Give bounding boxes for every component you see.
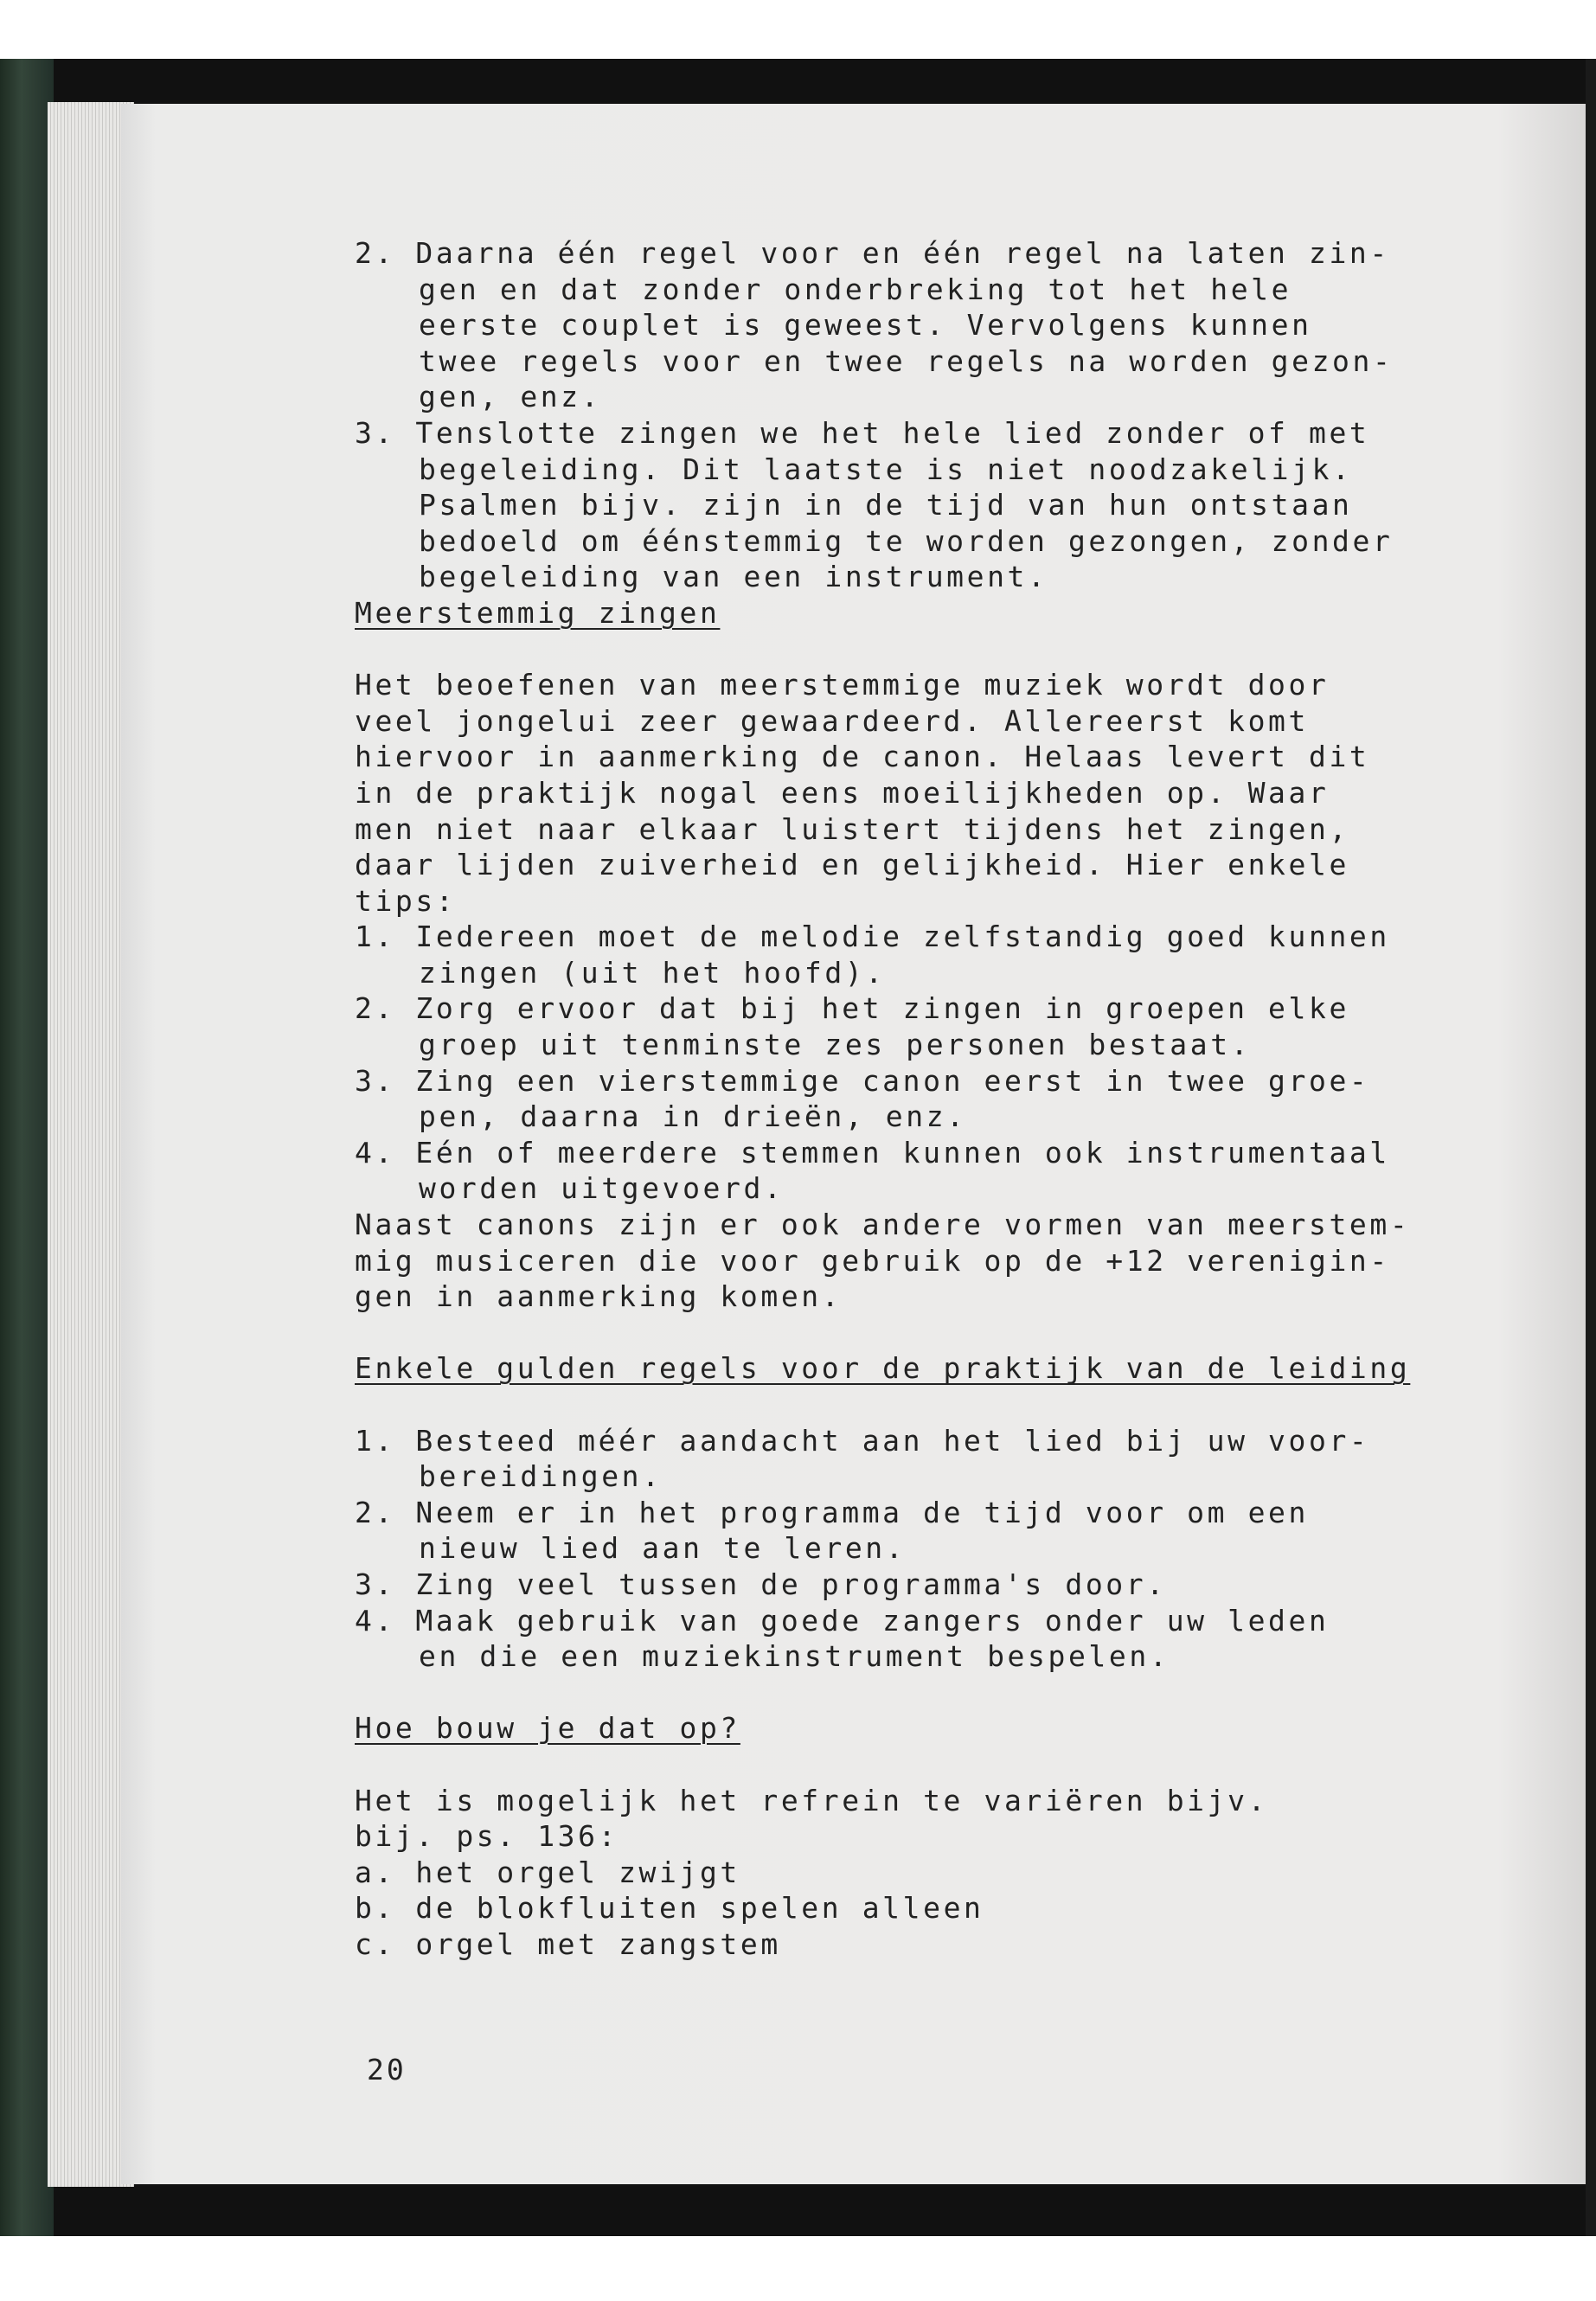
paragraph-line: veel jongelui zeer gewaardeerd. Allereerst komt: [355, 703, 1309, 738]
item-line: begeleiding. Dit laatste is niet noodzakelijk.: [419, 452, 1353, 486]
tip-line: 4. Eén of meerdere stemmen kunnen ook instrumentaal: [355, 1135, 1390, 1170]
rule-line: nieuw lied aan te leren.: [419, 1531, 907, 1566]
spacer: [355, 631, 1479, 668]
item-line: begeleiding van een instrument.: [419, 560, 1048, 594]
scan-right-edge: [1586, 59, 1596, 2236]
rule-line: en die een muziekinstrument bespelen.: [419, 1639, 1170, 1674]
tip-line: groep uit tenminste zes personen bestaat.: [419, 1028, 1252, 1062]
section-heading-bouw: Hoe bouw je dat op?: [355, 1711, 740, 1746]
paragraph-line: mig musiceren die voor gebruik op de +12 verenigin-: [355, 1243, 1390, 1278]
paragraph-line: tips:: [355, 883, 457, 918]
tip-line: zingen (uit het hoofd).: [419, 955, 886, 990]
option-line: b. de blokfluiten spelen alleen: [355, 1891, 984, 1926]
paragraph-line: gen in aanmerking komen.: [355, 1279, 843, 1314]
item-line: gen en dat zonder onderbreking tot het hele: [419, 272, 1292, 306]
numbered-item: [355, 235, 1479, 415]
rules-list: [355, 1423, 1479, 1675]
numbered-item: [355, 415, 1479, 595]
tip-line: 1. Iedereen moet de melodie zelfstandig goed kunnen: [355, 920, 1390, 954]
tip-line: worden uitgevoerd.: [419, 1171, 785, 1206]
item-line: 2. Daarna één regel voor en één regel na laten zin-: [355, 236, 1390, 270]
paragraph-naast: [355, 1207, 1479, 1315]
item-line: Psalmen bijv. zijn in de tijd van hun ontstaan: [419, 488, 1353, 522]
rule-line: 4. Maak gebruik van goede zangers onder uw leden: [355, 1603, 1330, 1638]
paragraph-line: Het beoefenen van meerstemmige muziek wordt door: [355, 668, 1330, 702]
tip-line: pen, daarna in drieën, enz.: [419, 1099, 967, 1134]
options-list: [355, 1855, 1479, 1963]
section-heading-meerstemmig: Meerstemmig zingen: [355, 595, 721, 630]
paragraph-line: bij. ps. 136:: [355, 1819, 619, 1854]
item-line: eerste couplet is geweest. Vervolgens kunnen: [419, 308, 1312, 343]
paragraph-line: hiervoor in aanmerking de canon. Helaas levert dit: [355, 740, 1370, 774]
rule-line: 1. Besteed méér aandacht aan het lied bij uw voor-: [355, 1423, 1370, 1458]
section-heading-gulden-regels: Enkele gulden regels voor de praktijk van de leiding: [355, 1351, 1411, 1386]
item-line: 3. Tenslotte zingen we het hele lied zonder of met: [355, 415, 1370, 450]
option-line: a. het orgel zwijgt: [355, 1855, 740, 1889]
item-line: twee regels voor en twee regels na worden gezon-: [419, 343, 1394, 378]
paragraph-bouw: [355, 1783, 1479, 1855]
spacer: [355, 1315, 1479, 1351]
page-text: [355, 235, 1479, 1963]
option-line: c. orgel met zangstem: [355, 1926, 781, 1961]
paragraph-line: men niet naar elkaar luistert tijdens het zingen,: [355, 811, 1349, 846]
page-number: 20: [367, 2053, 407, 2086]
tip-line: 2. Zorg ervoor dat bij het zingen in groepen elke: [355, 991, 1349, 1026]
paragraph-line: in de praktijk nogal eens moeilijkheden op. Waar: [355, 775, 1330, 810]
tip-line: 3. Zing een vierstemmige canon eerst in twee groe-: [355, 1063, 1370, 1098]
paragraph-line: Naast canons zijn er ook andere vormen van meerstem-: [355, 1208, 1411, 1242]
rule-line: bereidingen.: [419, 1459, 663, 1494]
spacer: [355, 1387, 1479, 1423]
book-cover-edge: [0, 59, 54, 2236]
spacer: [355, 1675, 1479, 1711]
rule-line: 3. Zing veel tussen de programma's door.: [355, 1567, 1167, 1601]
paragraph-meerstemmig: [355, 667, 1479, 919]
paragraph-line: daar lijden zuiverheid en gelijkheid. Hier enkele: [355, 848, 1349, 882]
paragraph-line: Het is mogelijk het refrein te variëren bijv.: [355, 1783, 1269, 1817]
spacer: [355, 1747, 1479, 1783]
rule-line: 2. Neem er in het programma de tijd voor om een: [355, 1495, 1309, 1529]
item-line: gen, enz.: [419, 380, 602, 414]
item-line: bedoeld om éénstemmig te worden gezongen, zonder: [419, 523, 1394, 558]
tips-list: [355, 919, 1479, 1207]
